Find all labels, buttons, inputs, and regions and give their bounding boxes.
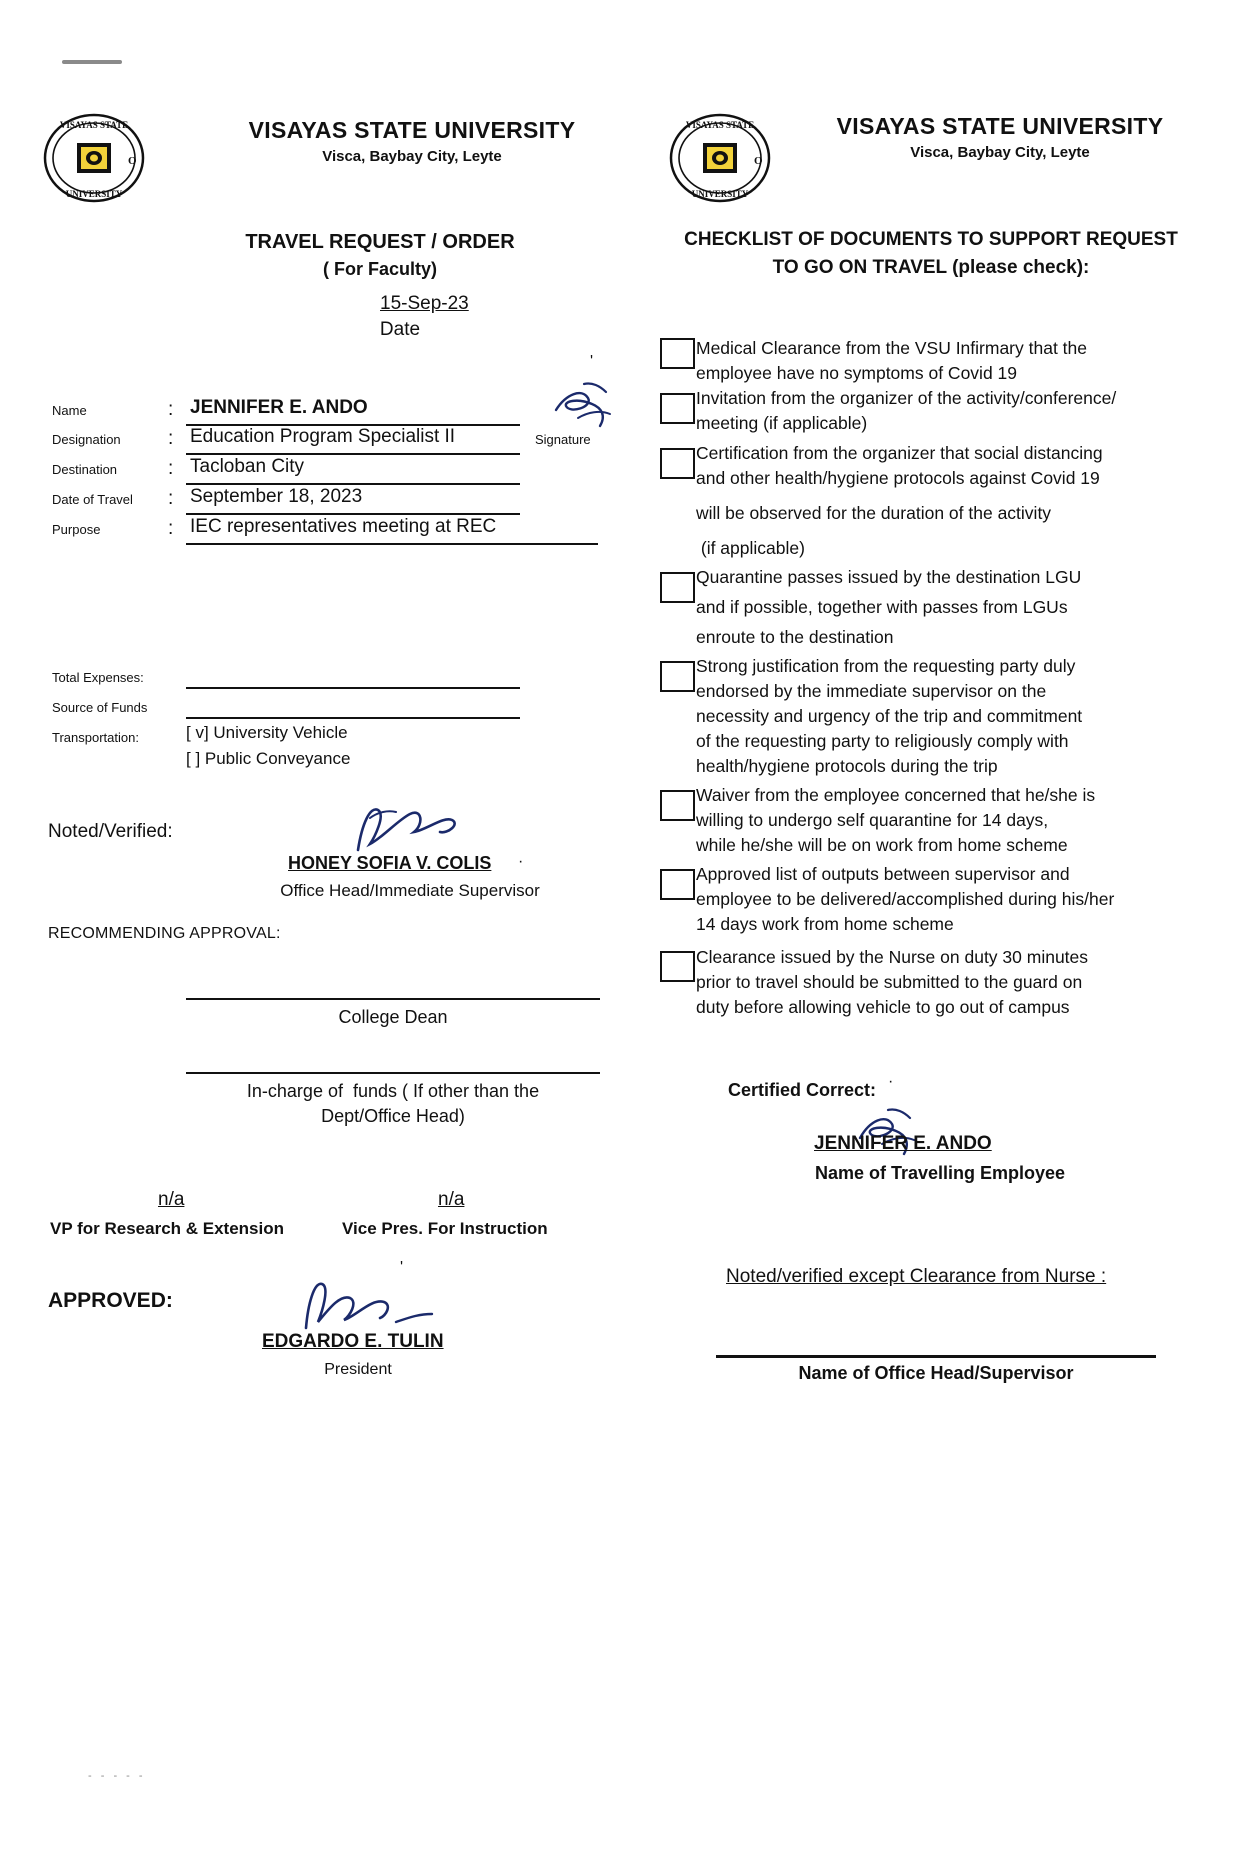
checklist-text-justification-line5: health/hygiene protocols during the trip xyxy=(696,756,998,776)
expense-label-transportation: Transportation: xyxy=(52,730,139,745)
checklist-text-certification-line3: will be observed for the duration of the activity xyxy=(696,503,1052,523)
field-label-designation: Designation xyxy=(52,432,121,447)
field-value-name: JENNIFER E. ANDO xyxy=(190,397,368,418)
travel-date-label: Date xyxy=(379,319,421,340)
checkbox-quarantine-passes[interactable] xyxy=(660,572,695,603)
checklist-text-outputs-line1: Approved list of outputs between supervisor and xyxy=(696,864,1070,884)
checkbox-waiver[interactable] xyxy=(660,790,695,821)
checklist-title-line2: TO GO ON TRAVEL (please check): xyxy=(772,257,1090,278)
president-signature-mark xyxy=(292,1270,452,1336)
svg-text:O: O xyxy=(128,155,137,167)
left-form-subtitle: ( For Faculty) xyxy=(322,259,437,279)
travel-date-value: 15-Sep-23 xyxy=(380,293,469,314)
expense-label-source: Source of Funds xyxy=(52,700,148,715)
signature-label: Signature xyxy=(535,432,591,447)
checklist-text-justification-line1: Strong justification from the requesting party duly xyxy=(696,656,1076,676)
checklist-text-medical-clearance-line2: employee have no symptoms of Covid 19 xyxy=(696,363,1017,383)
svg-text:UNIVERSITY: UNIVERSITY xyxy=(691,189,749,199)
stray-mark-3: ' xyxy=(400,1259,404,1276)
noted-verified-label: Noted/Verified: xyxy=(48,821,173,842)
certified-title: Name of Travelling Employee xyxy=(814,1163,1066,1183)
approved-label: APPROVED: xyxy=(48,1289,173,1312)
checklist-text-nurse-line3: duty before allowing vehicle to go out of campus xyxy=(696,997,1070,1017)
svg-text:O: O xyxy=(754,155,763,167)
noted-verified-name: HONEY SOFIA V. COLIS xyxy=(288,853,492,873)
office-head-label: Name of Office Head/Supervisor xyxy=(798,1363,1074,1383)
office-head-signature-rule xyxy=(716,1355,1156,1358)
right-university-address: Visca, Baybay City, Leyte xyxy=(910,144,1090,161)
vp-instruction-value: n/a xyxy=(438,1189,465,1210)
checkbox-medical-clearance[interactable] xyxy=(660,338,695,369)
checklist-text-nurse-line1: Clearance issued by the Nurse on duty 30 minutes xyxy=(696,947,1089,967)
left-form-title: TRAVEL REQUEST / ORDER xyxy=(245,231,515,253)
checklist-text-invitation-line1: Invitation from the organizer of the activity/conference/ xyxy=(696,388,1117,408)
checklist-text-medical-clearance-line1: Medical Clearance from the VSU Infirmary that the xyxy=(696,338,1087,358)
field-value-purpose: IEC representatives meeting at REC xyxy=(190,516,497,537)
checkbox-approved-outputs[interactable] xyxy=(660,869,695,900)
checklist-text-justification-line2: endorsed by the immediate supervisor on the xyxy=(696,681,1047,701)
stray-mark-2: · xyxy=(518,853,524,870)
incharge-funds-rule xyxy=(186,1072,600,1074)
checkbox-nurse-clearance[interactable] xyxy=(660,951,695,982)
checklist-text-waiver-line3: while he/she will be on work from home scheme xyxy=(696,835,1068,855)
field-colon-purpose: : xyxy=(168,518,174,539)
checklist-text-justification-line4: of the requesting party to religiously comply with xyxy=(696,731,1069,751)
scan-artifact-dots: - - - - - xyxy=(88,1770,146,1782)
left-university-address: Visca, Baybay City, Leyte xyxy=(322,148,502,165)
checklist-text-quarantine-line1: Quarantine passes issued by the destination LGU xyxy=(696,567,1082,587)
expense-rule-total xyxy=(186,687,520,689)
checklist-text-nurse-line2: prior to travel should be submitted to the guard on xyxy=(696,972,1083,992)
incharge-funds-label-line1: In-charge of funds ( If other than the xyxy=(246,1081,540,1101)
left-university-name: VISAYAS STATE UNIVERSITY xyxy=(248,117,576,143)
vp-instruction-label: Vice Pres. For Instruction xyxy=(342,1219,548,1238)
checklist-text-quarantine-line2: and if possible, together with passes from LGUs xyxy=(696,597,1068,617)
university-seal-icon-right xyxy=(668,112,772,204)
field-value-destination: Tacloban City xyxy=(190,456,305,477)
stray-mark-1: ' xyxy=(590,353,594,370)
noted-except-nurse-label: Noted/verified except Clearance from Nurse : xyxy=(726,1266,1107,1287)
vp-research-value: n/a xyxy=(158,1189,185,1210)
svg-text:UNIVERSITY: UNIVERSITY xyxy=(65,189,123,199)
checklist-title-line1: CHECKLIST OF DOCUMENTS TO SUPPORT REQUEST xyxy=(684,229,1178,250)
field-label-destination: Destination xyxy=(52,462,118,477)
approved-name: EDGARDO E. TULIN xyxy=(262,1331,444,1352)
checklist-text-justification-line3: necessity and urgency of the trip and commitment xyxy=(696,706,1083,726)
field-colon-name: : xyxy=(168,399,174,420)
checkbox-invitation[interactable] xyxy=(660,393,695,424)
expense-label-total: Total Expenses: xyxy=(52,670,144,685)
field-value-designation: Education Program Specialist II xyxy=(190,426,456,447)
field-colon-date-of-travel: : xyxy=(168,488,174,509)
checkbox-certification-social-distancing[interactable] xyxy=(660,448,695,479)
supervisor-signature-mark xyxy=(348,798,488,860)
checklist-text-outputs-line3: 14 days work from home scheme xyxy=(696,914,954,934)
field-colon-destination: : xyxy=(168,458,174,479)
stray-mark-4: · xyxy=(888,1073,894,1090)
checklist-text-outputs-line2: employee to be delivered/accomplished during his/her xyxy=(696,889,1115,909)
checklist-text-certification-line2: and other health/hygiene protocols against Covid 19 xyxy=(696,468,1100,488)
approved-title: President xyxy=(324,1361,392,1378)
scan-artifact-mark xyxy=(62,60,122,64)
checklist-text-certification-line4: (if applicable) xyxy=(696,538,805,558)
university-seal-icon xyxy=(42,112,146,204)
svg-text:VISAYAS STATE: VISAYAS STATE xyxy=(59,120,129,130)
recommending-approval-label: RECOMMENDING APPROVAL: xyxy=(48,925,281,942)
transport-option-university-vehicle[interactable]: [ v] University Vehicle xyxy=(186,723,348,742)
checklist-text-waiver-line1: Waiver from the employee concerned that he/she is xyxy=(696,785,1096,805)
checklist-text-waiver-line2: willing to undergo self quarantine for 14 days, xyxy=(696,810,1049,830)
transport-option-public-conveyance[interactable]: [ ] Public Conveyance xyxy=(186,749,351,768)
checkbox-strong-justification[interactable] xyxy=(660,661,695,692)
college-dean-label: College Dean xyxy=(338,1007,448,1027)
checklist-text-invitation-line2: meeting (if applicable) xyxy=(696,413,868,433)
svg-text:VISAYAS STATE: VISAYAS STATE xyxy=(685,120,755,130)
checklist-text-certification-line1: Certification from the organizer that social distancing xyxy=(696,443,1103,463)
certified-correct-label: Certified Correct: xyxy=(728,1080,877,1100)
field-colon-designation: : xyxy=(168,428,174,449)
vp-research-label: VP for Research & Extension xyxy=(50,1219,284,1238)
field-label-purpose: Purpose xyxy=(52,522,101,537)
field-label-date-of-travel: Date of Travel xyxy=(52,492,133,507)
field-rule-purpose xyxy=(186,543,598,545)
field-label-name: Name xyxy=(52,403,87,418)
expense-rule-source xyxy=(186,717,520,719)
incharge-funds-label-line2: Dept/Office Head) xyxy=(321,1106,465,1126)
certified-name: JENNIFER E. ANDO xyxy=(814,1133,992,1154)
college-dean-rule xyxy=(186,998,600,1000)
noted-verified-title: Office Head/Immediate Supervisor xyxy=(280,881,540,900)
checklist-text-quarantine-line3: enroute to the destination xyxy=(696,627,894,647)
employee-signature-mark xyxy=(548,370,638,440)
right-university-name: VISAYAS STATE UNIVERSITY xyxy=(836,113,1164,139)
field-value-date-of-travel: September 18, 2023 xyxy=(190,486,363,507)
